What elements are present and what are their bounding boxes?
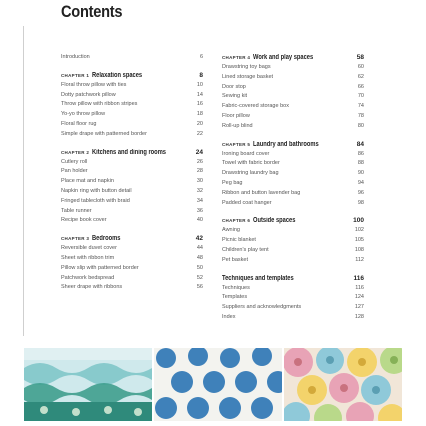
toc-left-sections — [61, 71, 203, 293]
toc-entry[interactable] — [61, 100, 203, 110]
toc-entry[interactable] — [222, 150, 364, 160]
chapter-title: Outside spaces — [253, 217, 296, 225]
toc-entry-label: Recipe book cover — [61, 217, 107, 224]
toc-section — [222, 274, 364, 323]
toc-entry-introduction[interactable] — [61, 53, 203, 63]
ribbon-trim-photo — [24, 348, 152, 421]
toc-section-label — [222, 53, 327, 63]
toc-entry-label: Floral floor rug — [61, 120, 97, 127]
chapter-number: CHAPTER 4 — [222, 55, 251, 60]
toc-left-column — [61, 53, 203, 293]
toc-entry-label: Techniques — [222, 284, 250, 291]
toc-entry-page: 78 — [357, 112, 364, 119]
toc-entry[interactable] — [222, 256, 364, 266]
toc-section-heading[interactable] — [61, 234, 203, 244]
toc-entry-page: 128 — [354, 313, 364, 320]
toc-entry-page: 34 — [196, 197, 203, 204]
toc-entry-page: 26 — [196, 158, 203, 165]
toc-entry-label: Drawstring toy bags — [222, 64, 271, 70]
toc-entry[interactable] — [222, 63, 364, 73]
toc-entry-page: 88 — [357, 160, 364, 167]
chapter-title: Techniques and templates — [222, 274, 294, 282]
chapter-page: 58 — [356, 54, 364, 61]
toc-entry-label: Lined storage basket — [222, 73, 274, 80]
toc-entry-label: Floral throw pillow with ties — [61, 81, 127, 88]
toc-entry[interactable] — [222, 293, 364, 303]
toc-entry-page: 52 — [196, 274, 203, 281]
toc-entry[interactable] — [222, 102, 364, 112]
toc-entry-label: Drawstring laundry bag — [222, 170, 279, 177]
toc-section-label — [222, 216, 305, 226]
toc-entry-page: 74 — [357, 103, 364, 110]
toc-section-label — [222, 274, 309, 284]
toc-entry-label: Roll-up blind — [222, 122, 253, 129]
toc-entry-page: 16 — [196, 101, 203, 108]
toc-entry-page: 32 — [196, 187, 203, 194]
toc-entry[interactable] — [61, 207, 203, 217]
toc-entry-label: Table runner — [61, 207, 92, 214]
toc-section-heading[interactable] — [61, 148, 203, 158]
toc-section — [61, 234, 203, 293]
toc-entry-label: Templates — [222, 294, 248, 301]
toc-entry[interactable] — [61, 130, 203, 140]
chapter-title: Work and play spaces — [253, 54, 314, 61]
chapter-page: 84 — [356, 140, 364, 148]
toc-right-column — [222, 53, 364, 323]
chapter-number: CHAPTER 6 — [222, 218, 251, 224]
dotty-fabric-photo — [154, 348, 282, 421]
toc-entry[interactable] — [222, 159, 364, 169]
toc-entry[interactable] — [222, 169, 364, 179]
toc-entry-page: 18 — [196, 111, 203, 118]
toc-entry-page: 102 — [354, 227, 364, 234]
toc-entry[interactable] — [61, 167, 203, 177]
toc-entry-page: 44 — [196, 245, 203, 252]
toc-section — [222, 216, 364, 265]
toc-entry[interactable] — [222, 313, 364, 323]
toc-entry[interactable] — [222, 199, 364, 209]
toc-entry-label: Fabric-covered storage box — [222, 103, 289, 110]
photo-strip — [24, 348, 402, 421]
toc-entry-label: Padded coat hanger — [222, 199, 272, 206]
margin-rule — [23, 26, 24, 336]
toc-entry[interactable] — [222, 73, 364, 83]
toc-entry-label: Dotty patchwork pillow — [61, 91, 116, 98]
chapter-page: 24 — [195, 148, 203, 156]
chapter-number: CHAPTER 3 — [61, 236, 90, 242]
chapter-page: 42 — [195, 235, 203, 243]
toc-entry-page: 112 — [355, 256, 364, 263]
toc-entry[interactable] — [222, 83, 364, 93]
toc-entry-label: Door stop — [222, 83, 246, 90]
chapter-title: Laundry and bathrooms — [253, 140, 319, 148]
toc-entry[interactable] — [222, 303, 364, 313]
toc-entry-label: Awning — [222, 227, 240, 234]
toc-entry-page: 28 — [196, 168, 203, 175]
toc-entry[interactable] — [61, 244, 203, 254]
toc-entry-page: 62 — [357, 73, 364, 80]
toc-entry-label: Pillow slip with patterned border — [61, 264, 139, 271]
toc-entry-label: Cutlery roll — [61, 158, 88, 165]
toc-entry[interactable] — [61, 197, 203, 207]
toc-entry-page: 30 — [196, 178, 203, 185]
chapter-page: 8 — [199, 71, 203, 79]
toc-right-sections — [222, 53, 364, 323]
toc-entry-page: 127 — [354, 304, 364, 311]
toc-entry-label: Place mat and napkin — [61, 178, 114, 185]
chapter-title: Relaxation spaces — [92, 71, 143, 79]
toc-entry-label: Simple drape with patterned border — [61, 130, 147, 137]
toc-entry-page: 36 — [196, 207, 203, 214]
chapter-title: Bedrooms — [92, 235, 121, 243]
toc-section-heading[interactable] — [222, 140, 364, 150]
toc-entry[interactable] — [222, 246, 364, 256]
toc-entry-label: Ribbon and button lavender bag — [222, 189, 301, 196]
toc-entry[interactable] — [61, 254, 203, 264]
toc-entry-label: Sheer drape with ribbons — [61, 284, 123, 291]
toc-section-heading[interactable] — [61, 71, 203, 81]
toc-entry-label: Picnic blanket — [222, 237, 256, 244]
toc-entry[interactable] — [61, 110, 203, 120]
toc-entry-label: Pan holder — [61, 168, 88, 175]
toc-entry-label: Ironing board cover — [222, 150, 270, 157]
toc-entry-page: 116 — [355, 284, 364, 291]
chapter-number: CHAPTER 1 — [61, 72, 90, 78]
chapter-page: 116 — [353, 274, 364, 282]
toc-entry-page: 124 — [354, 294, 364, 301]
toc-entry-page: 20 — [196, 120, 203, 127]
toc-entry[interactable] — [61, 187, 203, 197]
toc-entry-page: 6 — [199, 54, 203, 60]
chapter-number: CHAPTER 5 — [222, 141, 251, 147]
toc-entry-page: 48 — [196, 254, 203, 261]
toc-entry-label: Children's play tent — [222, 246, 269, 253]
toc-entry[interactable] — [61, 91, 203, 101]
toc-entry-page: 94 — [357, 179, 364, 186]
toc-entry-page: 70 — [357, 93, 364, 100]
chapter-number: CHAPTER 2 — [61, 149, 90, 155]
toc-entry[interactable] — [222, 284, 364, 294]
toc-entry-label: Sheet with ribbon trim — [61, 254, 115, 261]
toc-section-heading[interactable] — [222, 53, 364, 63]
toc-section-heading[interactable] — [222, 274, 364, 284]
toc-entry-page: 80 — [357, 122, 364, 129]
toc-section-label — [222, 140, 333, 150]
toc-entry[interactable] — [222, 112, 364, 122]
toc-section — [222, 140, 364, 209]
toc-entry[interactable] — [222, 189, 364, 199]
toc-entry-page: 10 — [196, 81, 203, 88]
chapter-title: Kitchens and dining rooms — [92, 148, 167, 156]
toc-entry[interactable] — [61, 177, 203, 187]
toc-entry-label: Yo-yo throw pillow — [61, 111, 106, 118]
toc-entry-label: Patchwork bedspread — [61, 274, 115, 281]
yoyo-pillow-photo — [284, 348, 402, 421]
toc-entry-page: 98 — [357, 199, 364, 206]
toc-section — [222, 53, 364, 132]
toc-entry[interactable] — [61, 283, 203, 293]
toc-entry-page: 14 — [196, 91, 203, 98]
toc-entry-page: 56 — [196, 284, 203, 291]
page-title: Contents — [61, 2, 123, 21]
toc-entry-label: Sewing kit — [222, 93, 248, 100]
toc-section-heading[interactable] — [222, 216, 364, 226]
toc-entry-page: 90 — [357, 170, 364, 177]
toc-entry-page: 108 — [354, 246, 364, 253]
toc-entry[interactable] — [61, 264, 203, 274]
toc-entry[interactable] — [61, 274, 203, 284]
toc-section-label — [61, 71, 153, 81]
toc-entry-label: Index — [222, 313, 236, 320]
toc-entry[interactable] — [61, 120, 203, 130]
toc-entry-label: Reversible duvet cover — [61, 245, 117, 252]
chapter-page: 100 — [353, 217, 364, 225]
toc-entry-page: 86 — [357, 150, 364, 157]
toc-entry-label: Floor pillow — [222, 112, 250, 119]
toc-entry[interactable] — [61, 216, 203, 226]
toc-entry[interactable] — [222, 92, 364, 102]
toc-entry[interactable] — [222, 236, 364, 246]
toc-entry-page: 60 — [357, 64, 364, 70]
toc-entry[interactable] — [61, 158, 203, 168]
toc-entry-label: Peg bag — [222, 179, 243, 186]
toc-entry-page: 40 — [196, 217, 203, 224]
toc-entry-label: Throw pillow with ribbon stripes — [61, 101, 138, 108]
toc-section — [61, 71, 203, 140]
toc-entry-page: 50 — [196, 264, 203, 271]
toc-entry-label: Towel with fabric border — [222, 160, 280, 167]
toc-entry-label: Fringed tablecloth with braid — [61, 197, 130, 204]
toc-entry-page: 66 — [357, 83, 364, 90]
toc-entry-page: 22 — [196, 130, 203, 137]
toc-entry-label: Suppliers and acknowledgments — [222, 304, 302, 311]
toc-entry[interactable] — [61, 81, 203, 91]
toc-section — [61, 148, 203, 227]
toc-entry[interactable] — [222, 179, 364, 189]
toc-entry[interactable] — [222, 226, 364, 236]
toc-entry-label: Introduction — [61, 54, 90, 60]
toc-entry[interactable] — [222, 122, 364, 132]
toc-entry-page: 105 — [354, 237, 364, 244]
toc-entry-label: Pet basket — [222, 256, 248, 263]
toc-section-label — [61, 234, 127, 244]
toc-entry-page: 96 — [357, 189, 364, 196]
toc-entry-label: Napkin ring with button detail — [61, 187, 132, 194]
toc-section-label — [61, 148, 182, 158]
